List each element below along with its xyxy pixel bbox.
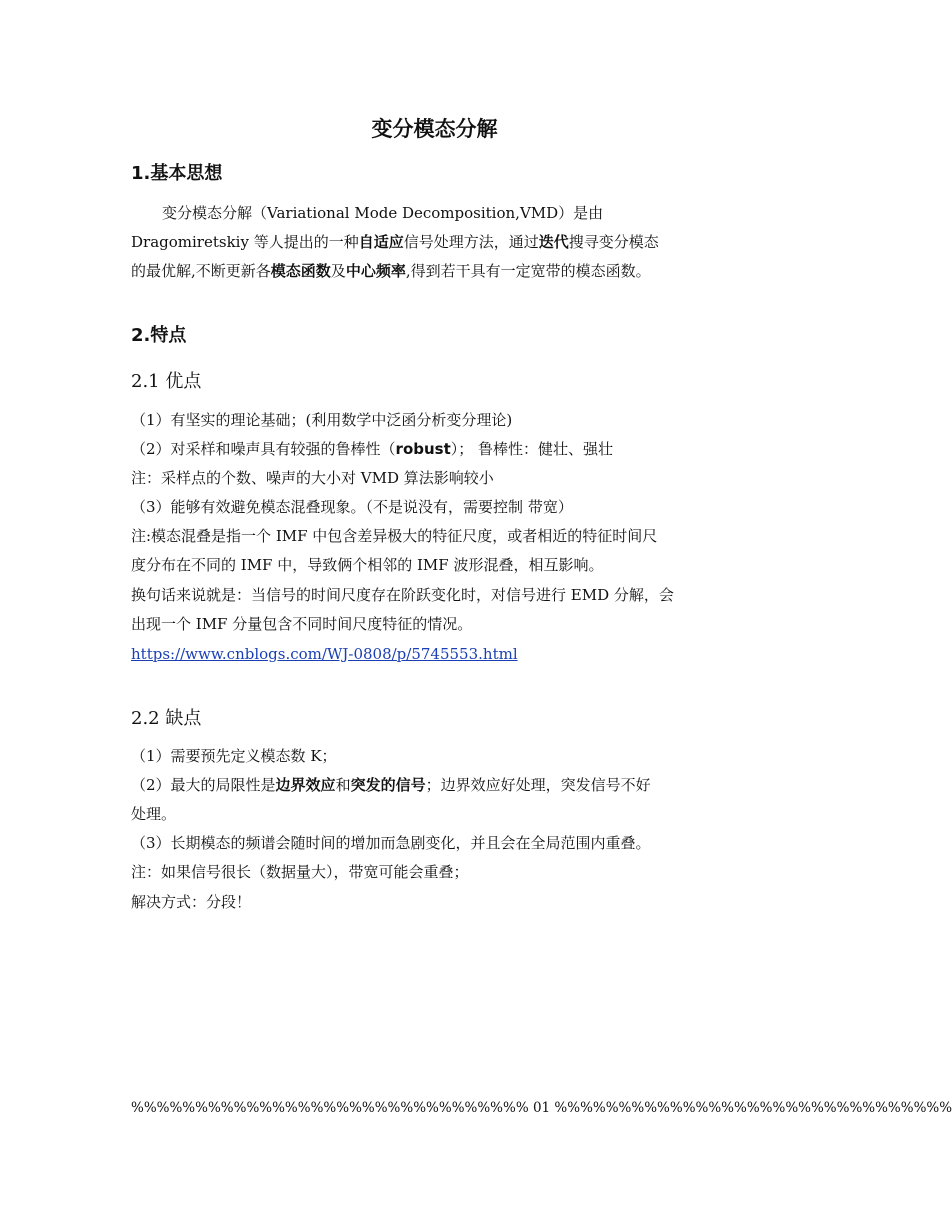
text-span: Dragomiretskiy 等人提出的一种 xyxy=(131,233,359,251)
reference-link-line xyxy=(131,643,741,665)
note-line: 度分布在不同的 IMF 中，导致俩个相邻的 IMF 波形混叠，相互影响。 xyxy=(131,556,604,574)
note-line: 注:模态混叠是指一个 IMF 中包含差异极大的特征尺度，或者相近的特征时间尺 xyxy=(131,527,658,545)
subsection-heading-cons: 2.2 缺点 xyxy=(131,708,202,729)
list-item: （3）能够有效避免模态混叠现象。（不是说没有，需要控制 带宽） xyxy=(131,498,573,516)
list-item: （1）有坚实的理论基础；(利用数学中泛函分析变分理论) xyxy=(131,411,513,429)
text-span: 搜寻变分模态 xyxy=(568,233,659,251)
page-title: 变分模态分解 xyxy=(371,117,498,141)
text-span: （2）对采样和噪声具有较强的鲁棒性（ xyxy=(131,440,396,458)
text-span: 信号处理方法，通过 xyxy=(403,233,539,251)
bold-term: 自适应 xyxy=(358,233,404,251)
note-line: 解决方式：分段！ xyxy=(131,893,252,911)
text-span: ）； 鲁棒性：健壮、强壮 xyxy=(450,440,614,458)
paragraph-line: 出现一个 IMF 分量包含不同时间尺度特征的情况。 xyxy=(131,615,473,633)
section-heading-basic-idea: 1.基本思想 xyxy=(131,163,223,184)
paragraph-line: 变分模态分解（Variational Mode Decomposition,VMD）是由 xyxy=(162,204,604,222)
list-item xyxy=(131,438,741,460)
reference-link[interactable]: https://www.cnblogs.com/WJ-0808/p/5745553.html xyxy=(131,645,518,663)
note-line: 注：采样点的个数、噪声的大小对 VMD 算法影响较小 xyxy=(131,469,494,487)
paragraph-line xyxy=(131,231,741,253)
bold-term: 边界效应 xyxy=(275,776,336,794)
bold-term: 迭代 xyxy=(538,233,569,251)
paragraph-line: 换句话来说就是：当信号的时间尺度存在阶跃变化时，对信号进行 EMD 分解，会 xyxy=(131,586,674,604)
list-item xyxy=(131,774,741,796)
text-span: ,得到若干具有一定宽带的模态函数。 xyxy=(405,262,651,280)
list-item: （3）长期模态的频谱会随时间的增加而急剧变化，并且会在全局范围内重叠。 xyxy=(131,834,651,852)
text-span: 及 xyxy=(330,262,346,280)
page-footer: %%%%%%%%%%%%%%%%%%%%%%%%%%%%%%% 01 %%%%%%%%%%%%%%%%%%%%%%%%%%%%%%% xyxy=(131,1100,952,1116)
paragraph-line xyxy=(131,260,741,282)
bold-term: 中心频率 xyxy=(345,262,406,280)
subsection-heading-pros: 2.1 优点 xyxy=(131,371,202,392)
text-span: ；边界效应好处理，突发信号不好 xyxy=(425,776,651,794)
text-span: 的最优解,不断更新各 xyxy=(131,262,271,280)
text-span: 和 xyxy=(335,776,351,794)
note-line: 注：如果信号很长（数据量大），带宽可能会重叠； xyxy=(131,863,469,881)
text-span: （2）最大的局限性是 xyxy=(131,776,276,794)
list-item: （1）需要预先定义模态数 K； xyxy=(131,747,337,765)
bold-term: 模态函数 xyxy=(270,262,331,280)
list-item-continuation: 处理。 xyxy=(131,805,177,823)
bold-term: 突发的信号 xyxy=(350,776,426,794)
section-heading-features: 2.特点 xyxy=(131,325,187,346)
bold-term: robust xyxy=(395,440,451,458)
